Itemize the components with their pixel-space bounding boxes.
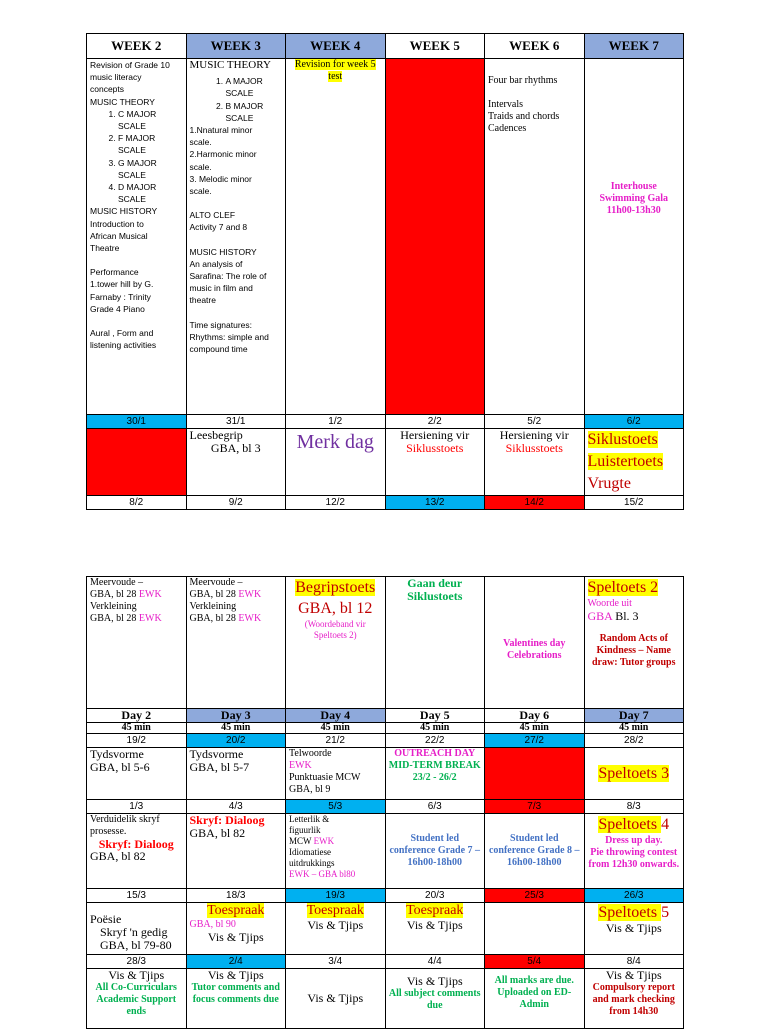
- date-row: [87, 496, 684, 510]
- cell-line: Vis & Tjips: [605, 921, 662, 935]
- schedule-table-days: [86, 576, 684, 1029]
- cell-line: music literacy: [90, 72, 142, 83]
- date-cell: 18/3: [186, 889, 286, 903]
- mid-term-cell: [385, 748, 485, 800]
- cell-line: GBA, bl 82: [189, 826, 246, 840]
- day-header: Day 2: [87, 709, 187, 723]
- cell-line: All marks are due. Uploaded on ED-Admin: [494, 975, 574, 1010]
- row-d: [87, 969, 684, 1029]
- list-item: 1. A MAJOR SCALE: [226, 75, 283, 99]
- cell-line: Grade 4 Piano: [90, 303, 145, 314]
- music-row: [87, 59, 684, 415]
- list-item: 2. B MAJOR SCALE: [226, 100, 283, 124]
- cell-line: Traids and chords: [488, 111, 560, 122]
- day-header: Day 7: [584, 709, 684, 723]
- empty-cell: [485, 903, 585, 955]
- cell-line: Meervoude –: [189, 577, 243, 588]
- top-row: [87, 577, 684, 709]
- date-cell: 8/2: [87, 496, 187, 510]
- cell-line: Pie throwing contest from 12h30 onwards.: [588, 847, 680, 870]
- cell-line: GBA, bl 90: [189, 919, 236, 930]
- date-cell: 12/2: [286, 496, 386, 510]
- cell-line: Siklusstoets: [406, 441, 464, 455]
- cell-line: ALTO CLEF: [189, 210, 236, 221]
- duration-cell: 45 min: [87, 723, 187, 734]
- date-cell: 20/3: [385, 889, 485, 903]
- cell-line: Skryf: Dialoog: [189, 813, 265, 827]
- week-header: WEEK 5: [385, 34, 485, 59]
- toespraak-cell: [286, 903, 386, 955]
- revision-note: Revision for week 5 test: [294, 59, 376, 82]
- vis-tjips-cell: [87, 969, 187, 1029]
- cell-line: compound time: [189, 344, 248, 355]
- cell-line: concepts: [90, 84, 125, 95]
- date-cell: 19/2: [87, 734, 187, 748]
- date-cell: 9/2: [186, 496, 286, 510]
- date-cell: 3/4: [286, 955, 386, 969]
- date-cell: 20/2: [186, 734, 286, 748]
- hersiening-cell: [385, 429, 485, 496]
- afrikaans-row: [87, 429, 684, 496]
- cell-line: Skryf 'n gedig: [100, 925, 168, 939]
- siklustoets-cell: [584, 429, 684, 496]
- date-cell: 14/2: [485, 496, 585, 510]
- cell-line: Speltoets 3: [598, 765, 670, 782]
- cell-line: Speltoets 2: [587, 579, 659, 596]
- cell-line: Activity 7 and 8: [189, 222, 248, 233]
- date-cell: 2/4: [186, 955, 286, 969]
- leesbegrip-cell: [186, 429, 286, 496]
- date-cell: 8/3: [584, 800, 684, 814]
- cell-line: GBA, bl 28: [90, 613, 139, 624]
- duration-cell: 45 min: [186, 723, 286, 734]
- cell-line: GBA, bl 5-7: [189, 760, 250, 774]
- cell-line: 1.tower hill by G.: [90, 279, 154, 290]
- cell-line: Siklusstoets: [505, 441, 563, 455]
- cell-line: Toespraak: [306, 903, 364, 918]
- ewk-tag: EWK: [238, 613, 262, 624]
- date-cell: 15/2: [584, 496, 684, 510]
- ewk-tag: EWK: [138, 613, 162, 624]
- cell-line: 23/2 - 26/2: [412, 772, 457, 783]
- ewk-tag: EWK: [313, 836, 335, 846]
- cell-line: Four bar rhythms: [488, 75, 558, 86]
- date-row: [87, 889, 684, 903]
- cell-line: GBA, bl 28: [90, 589, 139, 600]
- marks-due-cell: [485, 969, 585, 1029]
- cell-title: MUSIC THEORY: [189, 59, 271, 71]
- letterlik-cell: [286, 814, 386, 889]
- date-cell: 1/3: [87, 800, 187, 814]
- date-cell: 28/2: [584, 734, 684, 748]
- cell-line: GBA, bl 82: [90, 849, 146, 863]
- cell-line: scale.: [189, 161, 212, 172]
- toespraak-cell: [186, 903, 286, 955]
- cell-line: Vrugte: [587, 475, 631, 492]
- dialoog-cell: [186, 814, 286, 889]
- cell-line: An analysis of: [189, 258, 243, 269]
- cell-line: figuurlik: [289, 825, 321, 835]
- week-header: WEEK 7: [584, 34, 684, 59]
- cell-line: Valentines day Celebrations: [503, 637, 566, 661]
- hersiening-cell: [485, 429, 585, 496]
- date-cell: 28/3: [87, 955, 187, 969]
- week-header-row: [87, 34, 684, 59]
- cell-line: Verkleining: [189, 601, 237, 612]
- cell-line: Theatre: [90, 243, 120, 254]
- cell-line: Poësie: [90, 912, 122, 926]
- vis-tjips-cell: [385, 969, 485, 1029]
- cell-line: Punktuasie MCW: [289, 772, 361, 783]
- list-item: 3. G MAJOR SCALE: [118, 157, 183, 181]
- valentines-cell: [485, 577, 585, 709]
- ewk-tag: EWK: [138, 589, 162, 600]
- cell-line: 2.Harmonic minor: [189, 149, 257, 160]
- telwoorde-cell: [286, 748, 386, 800]
- cell-line: 3. Melodic minor: [189, 173, 252, 184]
- cell-line: GBA: [587, 609, 616, 623]
- date-cell: 27/2: [485, 734, 585, 748]
- swimming-gala-note: Interhouse Swimming Gala 11h00-13h30: [599, 180, 669, 216]
- date-cell: 15/3: [87, 889, 187, 903]
- cell-line: Vis & Tjips: [605, 968, 662, 982]
- cell-line: music in film and: [189, 283, 253, 294]
- tydsvorme-cell: [186, 748, 286, 800]
- vis-tjips-cell: [286, 969, 386, 1029]
- cell-line: GBA, bl 5-6: [90, 760, 150, 774]
- date-cell: 22/2: [385, 734, 485, 748]
- cell-line: EWK – GBA bl80: [289, 869, 356, 879]
- cell-line: Revision of Grade 10: [90, 60, 170, 70]
- cell-line: Letterlik &: [289, 814, 330, 824]
- blocked-cell: [87, 429, 187, 496]
- cell-line: Vis & Tjips: [307, 918, 364, 932]
- date-cell: 30/1: [87, 415, 187, 429]
- cell-line: MID-TERM BREAK: [388, 760, 481, 771]
- date-cell: 8/4: [584, 955, 684, 969]
- week3-music-cell: [186, 59, 286, 415]
- date-cell: 2/2: [385, 415, 485, 429]
- row-b: [87, 814, 684, 889]
- cell-line: Skryf: Dialoog: [98, 837, 174, 851]
- meervoude-cell: [186, 577, 286, 709]
- cell-line: scale.: [189, 137, 212, 148]
- cell-line: Toespraak: [207, 903, 265, 918]
- day-header: Day 3: [186, 709, 286, 723]
- list-item: 1. C MAJOR SCALE: [118, 108, 183, 132]
- cell-line: Vis & Tjips: [207, 930, 264, 944]
- cell-line: Farnaby : Trinity: [90, 291, 151, 302]
- scale-list: [90, 108, 183, 206]
- date-cell: 19/3: [286, 889, 386, 903]
- ewk-tag: EWK: [238, 589, 262, 600]
- date-cell: 4/3: [186, 800, 286, 814]
- duration-cell: 45 min: [584, 723, 684, 734]
- date-cell: 7/3: [485, 800, 585, 814]
- list-item: 4. D MAJOR SCALE: [118, 181, 183, 205]
- week-header: WEEK 6: [485, 34, 585, 59]
- cell-line: African Musical: [90, 230, 148, 241]
- cell-line: GBA, bl 79-80: [100, 938, 172, 952]
- cell-line: Tydsvorme: [90, 747, 144, 761]
- date-cell: 6/2: [584, 415, 684, 429]
- cell-line: Idiomatiese: [289, 847, 331, 857]
- date-row: [87, 955, 684, 969]
- week6-music-cell: [485, 59, 585, 415]
- cell-line: Siklustoets: [407, 589, 463, 603]
- cell-line: Toespraak: [406, 903, 464, 918]
- cell-line: Hersiening vir: [400, 428, 470, 442]
- cell-line: Verkleining: [90, 601, 137, 612]
- cell-line: MCW: [289, 836, 314, 846]
- date-cell: 21/2: [286, 734, 386, 748]
- vis-tjips-cell: [584, 969, 684, 1029]
- cell-line: Vis & Tjips: [406, 974, 463, 988]
- week-header: WEEK 3: [186, 34, 286, 59]
- cell-line: MUSIC THEORY: [90, 96, 155, 107]
- cell-line: Leesbegrip: [189, 428, 243, 442]
- cell-line: Bl. 3: [615, 609, 639, 623]
- cell-line: Introduction to: [90, 218, 144, 229]
- row-a: [87, 748, 684, 800]
- cell-line: Verduidelik skryf: [90, 814, 160, 825]
- toespraak-cell: [385, 903, 485, 955]
- cell-line: Intervals: [488, 99, 523, 110]
- cell-line: Woorde uit: [587, 598, 632, 609]
- cell-line: Meervoude –: [90, 577, 144, 588]
- merk-dag-cell: [286, 429, 386, 496]
- week-header: WEEK 4: [286, 34, 386, 59]
- poesie-cell: [87, 903, 187, 955]
- day-header: Day 4: [286, 709, 386, 723]
- cell-line: Student led conference Grade 7 – 16h00-18h00: [389, 833, 481, 868]
- merk-dag-label: Merk dag: [296, 431, 374, 453]
- duration-cell: 45 min: [485, 723, 585, 734]
- date-cell: 25/3: [485, 889, 585, 903]
- cell-line: Aural , Form and: [90, 328, 154, 339]
- dialoog-cell: [87, 814, 187, 889]
- cell-line: Dress up day.: [605, 835, 663, 846]
- cell-line: GBA, bl 12: [298, 600, 373, 617]
- day-header: Day 5: [385, 709, 485, 723]
- cell-line: Performance: [90, 267, 139, 278]
- cell-line: Vis & Tjips: [108, 968, 165, 982]
- cell-line: Time signatures:: [189, 319, 253, 330]
- cell-line: (Woordeband vir Speltoets 2): [304, 619, 366, 640]
- date-cell: 6/3: [385, 800, 485, 814]
- date-cell: 1/2: [286, 415, 386, 429]
- speltoets5-cell: [584, 903, 684, 955]
- week2-music-cell: [87, 59, 187, 415]
- cell-line: Speltoets: [598, 904, 662, 921]
- scale-list: [190, 75, 283, 124]
- vis-tjips-cell: [186, 969, 286, 1029]
- conference-cell: [485, 814, 585, 889]
- week7-music-cell: [584, 59, 684, 415]
- cell-line: GBA, bl 28: [189, 589, 239, 600]
- siklustoets-review-cell: [385, 577, 485, 709]
- duration-cell: 45 min: [286, 723, 386, 734]
- schedule-table-weeks: [86, 33, 684, 510]
- cell-line: Student led conference Grade 8 – 16h00-18h00: [488, 833, 580, 868]
- list-item: 2. F MAJOR SCALE: [118, 132, 183, 156]
- week4-music-cell: [286, 59, 386, 415]
- day-header: Day 6: [485, 709, 585, 723]
- cell-line: Gaan deur: [407, 576, 463, 590]
- cell-line: Rhythms: simple and: [189, 331, 269, 342]
- duration-cell: 45 min: [385, 723, 485, 734]
- cell-line: 4: [661, 816, 670, 833]
- cell-line: Tutor comments and focus comments due: [191, 982, 280, 1005]
- cell-line: prosesse.: [90, 826, 127, 837]
- week5-music-cell: [385, 59, 485, 415]
- date-cell: 26/3: [584, 889, 684, 903]
- date-cell: 5/4: [485, 955, 585, 969]
- duration-row: [87, 723, 684, 734]
- meervoude-cell: [87, 577, 187, 709]
- cell-line: Random Acts of Kindness – Name draw: Tutor groups: [591, 633, 676, 668]
- cell-line: Vis & Tjips: [406, 918, 463, 932]
- cell-line: MUSIC HISTORY: [90, 206, 158, 217]
- cell-line: Cadences: [488, 123, 527, 134]
- cell-line: Siklustoets: [587, 431, 658, 448]
- cell-line: listening activities: [90, 340, 157, 351]
- cell-line: GBA, bl 3: [210, 441, 261, 455]
- speltoets2-cell: [584, 577, 684, 709]
- week-header: WEEK 2: [87, 34, 187, 59]
- cell-line: Telwoorde: [289, 748, 332, 759]
- begripstoets-cell: [286, 577, 386, 709]
- date-row: [87, 800, 684, 814]
- date-cell: 5/2: [485, 415, 585, 429]
- cell-line: Begripstoets: [295, 579, 376, 596]
- date-cell: 5/3: [286, 800, 386, 814]
- cell-line: Speltoets: [598, 816, 662, 833]
- cell-line: Sarafina: The role of: [189, 271, 267, 282]
- date-row: [87, 734, 684, 748]
- cell-line: 1.Nnatural minor: [189, 125, 253, 136]
- cell-line: 5: [661, 904, 670, 921]
- cell-line: OUTREACH DAY: [394, 748, 476, 759]
- cell-line: Compulsory report and mark checking from 14h30: [592, 982, 675, 1017]
- cell-line: scale.: [189, 186, 212, 197]
- date-row: [87, 415, 684, 429]
- speltoets3-cell: [584, 748, 684, 800]
- conference-cell: [385, 814, 485, 889]
- speltoets4-cell: [584, 814, 684, 889]
- cell-line: EWK: [289, 760, 312, 771]
- blocked-cell: [485, 748, 585, 800]
- cell-line: Hersiening vir: [499, 428, 569, 442]
- tydsvorme-cell: [87, 748, 187, 800]
- date-cell: 4/4: [385, 955, 485, 969]
- cell-line: GBA, bl 28: [189, 613, 239, 624]
- cell-line: theatre: [189, 295, 216, 306]
- cell-line: Vis & Tjips: [307, 991, 364, 1005]
- cell-line: Luistertoets: [587, 453, 664, 470]
- cell-line: Tydsvorme: [189, 747, 244, 761]
- cell-line: GBA, bl 9: [289, 784, 331, 795]
- date-cell: 13/2: [385, 496, 485, 510]
- cell-line: All Co-Curriculars Academic Support ends: [95, 982, 177, 1017]
- cell-line: Vis & Tjips: [207, 968, 264, 982]
- cell-line: uitdrukkings: [289, 858, 335, 868]
- cell-line: All subject comments due: [388, 988, 481, 1011]
- row-c: [87, 903, 684, 955]
- day-header-row: [87, 709, 684, 723]
- cell-line: MUSIC HISTORY: [189, 246, 257, 257]
- date-cell: 31/1: [186, 415, 286, 429]
